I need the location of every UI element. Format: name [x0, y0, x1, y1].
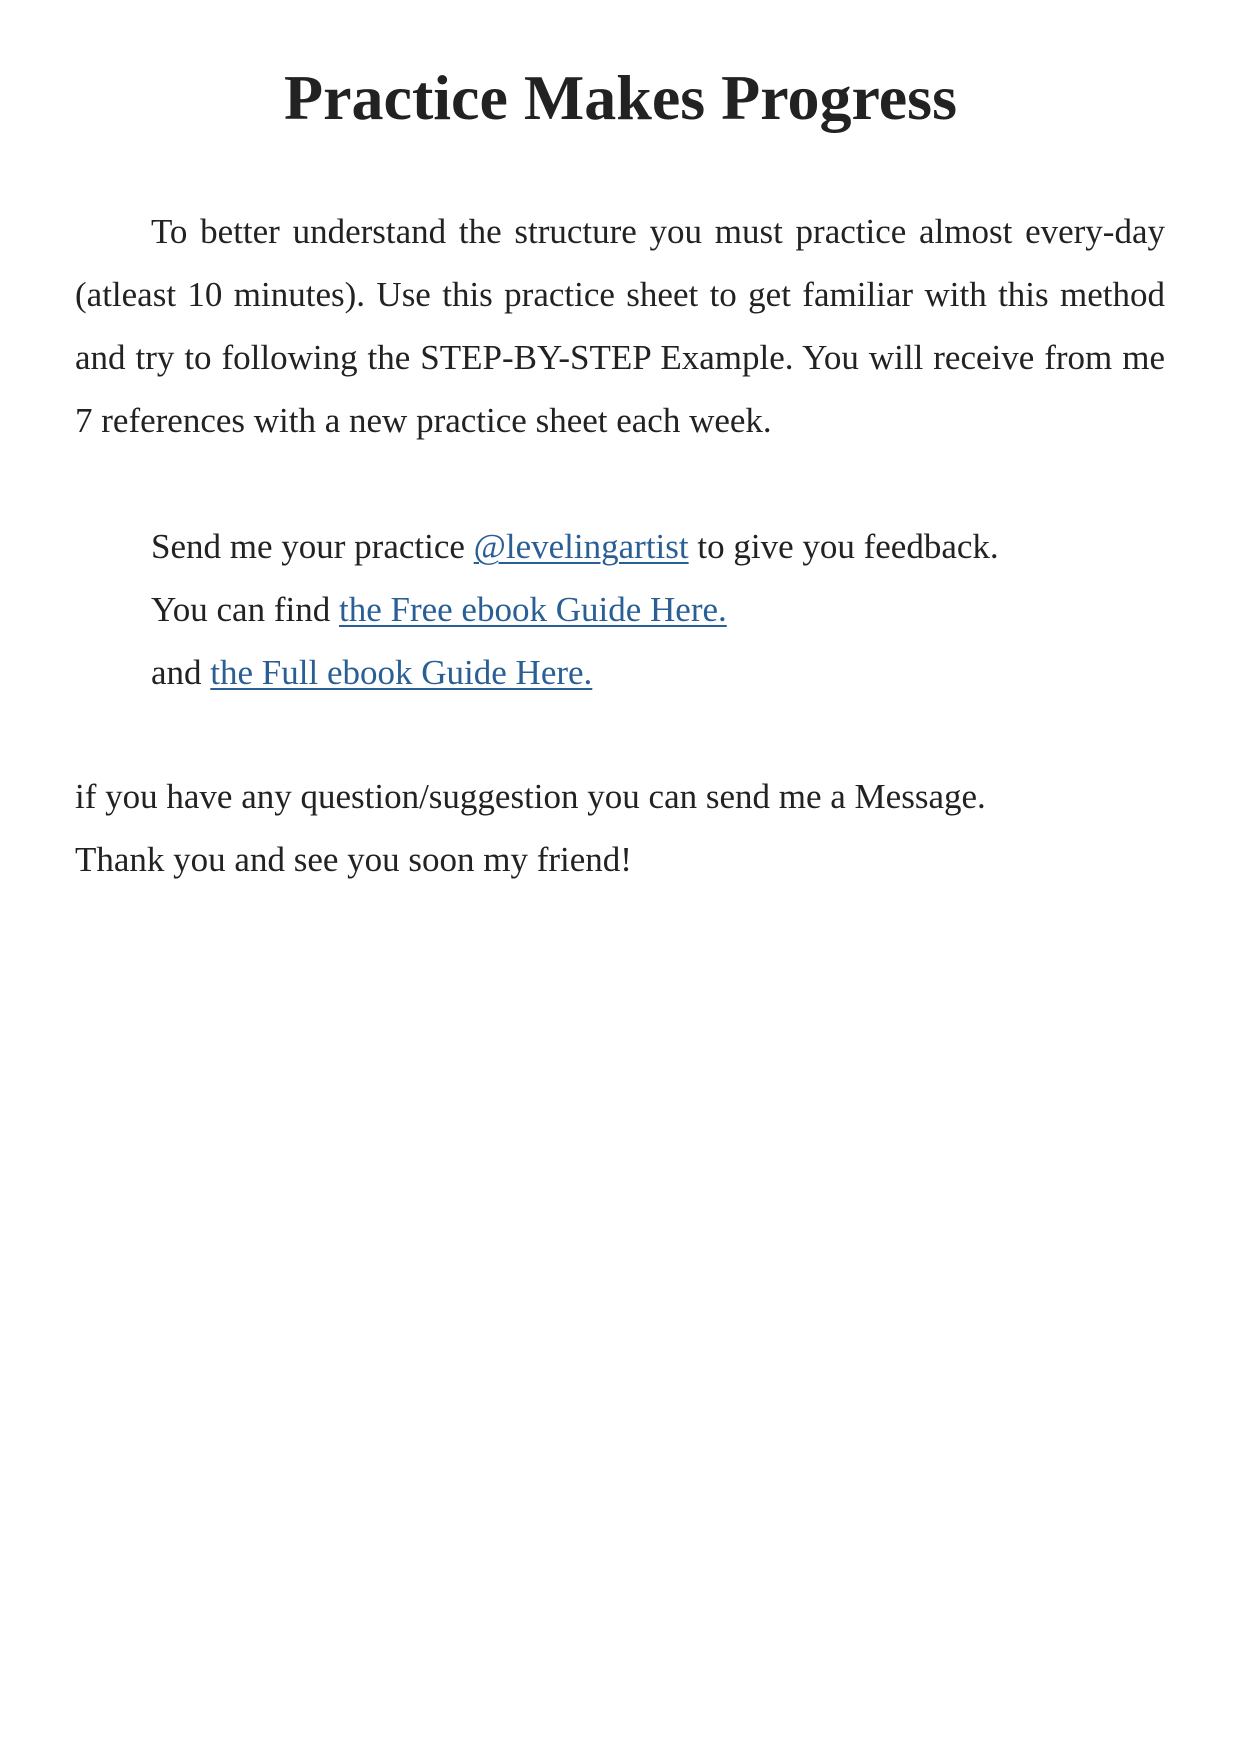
instagram-handle-link[interactable]: @levelingartist [473, 527, 689, 566]
intro-paragraph: To better understand the structure you must practice almost every-day (atleast 10 minutes). Use this practice sheet to get familiar with this method and try to following the STEP-BY-STEP Example. You will receive from me 7 references with a new practice sheet each week. [75, 212, 1165, 440]
full-guide-prefix: and [151, 653, 211, 692]
feedback-prefix: Send me your practice [151, 527, 474, 566]
full-guide-line [151, 641, 1165, 704]
full-ebook-guide-link[interactable]: the Full ebook Guide Here. [210, 653, 593, 692]
question-line: if you have any question/suggestion you can send me a Message. [75, 777, 986, 816]
feedback-line [151, 515, 1165, 578]
page-title: Practice Makes Progress [284, 62, 957, 133]
thank-you-line: Thank you and see you soon my friend! [75, 840, 632, 879]
free-guide-prefix: You can find [151, 590, 339, 629]
free-guide-line [151, 578, 1165, 641]
links-section [75, 515, 1165, 704]
feedback-suffix: to give you feedback. [688, 527, 999, 566]
free-ebook-guide-link[interactable]: the Free ebook Guide Here. [338, 590, 727, 629]
closing-section [75, 765, 1165, 891]
